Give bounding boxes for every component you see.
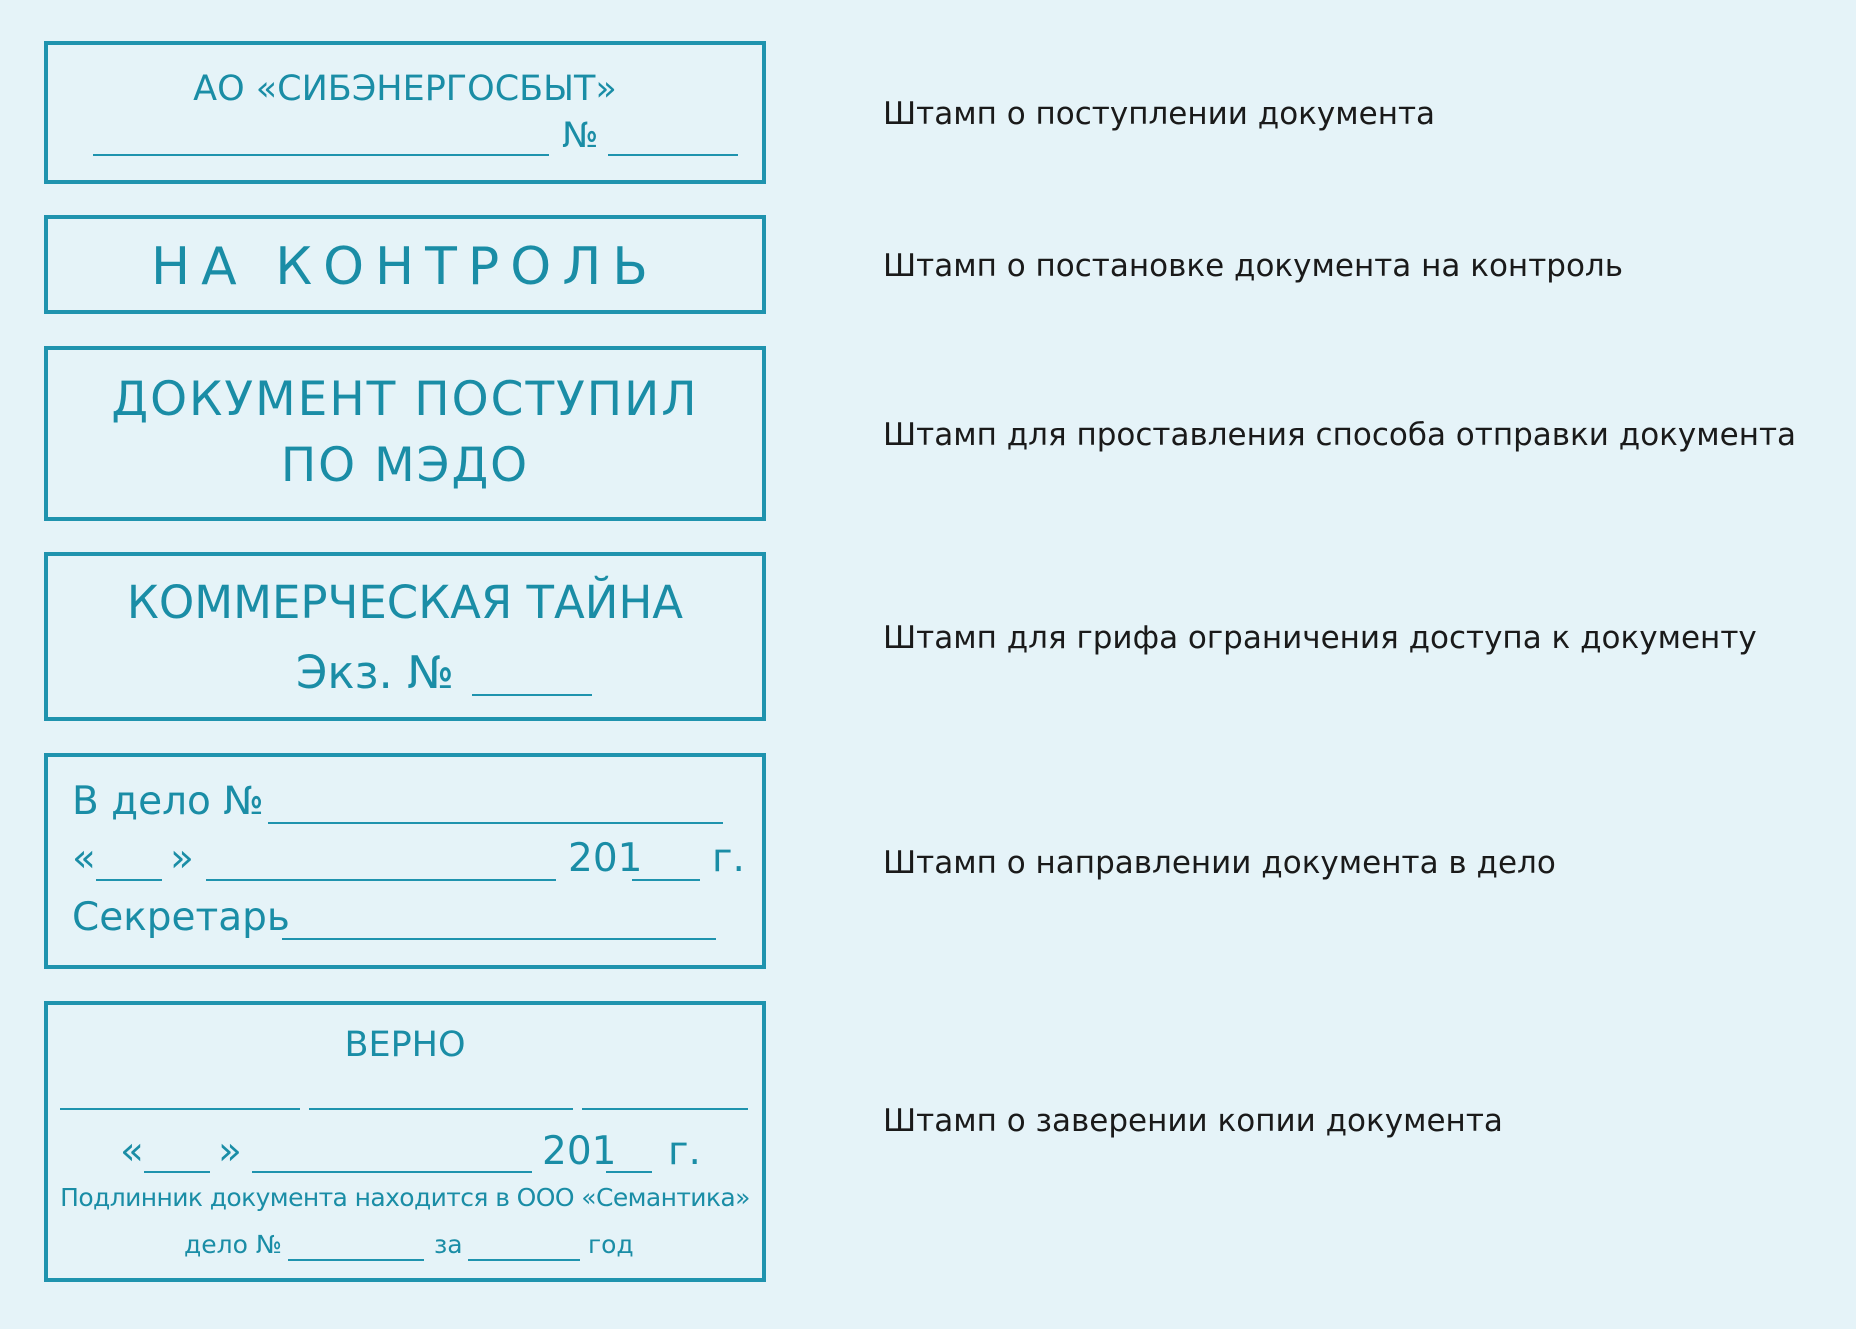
stamp-certified-year-suffix: г. — [668, 1129, 701, 1174]
stamp-control-text: НА КОНТРОЛЬ — [151, 237, 659, 297]
stamp-to-file-day-line — [96, 878, 162, 881]
stamp-trade-secret-title: КОММЕРЧЕСКАЯ ТАЙНА — [126, 576, 684, 629]
stamp-receipt-number-line — [608, 153, 738, 156]
stamp-receipt-date-line — [93, 153, 549, 156]
stamp-certified-title: ВЕРНО — [344, 1025, 466, 1065]
stamp-medo — [44, 346, 766, 521]
stamp-certified-month-line — [252, 1170, 532, 1173]
stamp-trade-secret — [44, 552, 766, 721]
stamp-certified-for-label: за — [434, 1230, 463, 1259]
stamp-medo-line1: ДОКУМЕНТ ПОСТУПИЛ — [111, 372, 699, 427]
stamp-certified-for-line — [468, 1258, 580, 1261]
stamp-certified-position-line — [60, 1107, 300, 1110]
stamp-to-file-month-line — [206, 878, 556, 881]
stamp-to-file-case-line — [268, 821, 723, 824]
stamp-certified-name-line — [582, 1107, 748, 1110]
stamp-receipt-org: АО «СИБЭНЕРГОСБЫТ» — [193, 69, 617, 109]
stamp-certified-case-label: дело № — [184, 1230, 282, 1259]
stamp-medo-line2: ПО МЭДО — [280, 438, 530, 493]
stamp-certified-year-label: год — [588, 1230, 634, 1259]
stamp-to-file-quote-close: » — [170, 836, 194, 881]
stamp-to-file — [44, 753, 766, 969]
stamp-certified-day-line — [144, 1170, 210, 1173]
stamp-receipt — [44, 41, 766, 184]
stamp-certified — [44, 1001, 766, 1282]
stamp-certified-quote-close: » — [218, 1129, 242, 1174]
caption-trade-secret: Штамп для грифа ограничения доступа к документу — [883, 620, 1757, 656]
stamp-to-file-secretary-line — [282, 937, 716, 940]
stamp-to-file-secretary-label: Секретарь — [72, 895, 290, 940]
stamp-to-file-year-suffix: г. — [712, 836, 745, 881]
stamp-to-file-quote-open: « — [72, 836, 96, 881]
stamp-trade-secret-copy-label: Экз. № — [296, 646, 454, 699]
caption-to-file: Штамп о направлении документа в дело — [883, 845, 1556, 881]
stamp-receipt-number-sign: № — [562, 116, 599, 156]
stamp-certified-year-line — [606, 1170, 652, 1173]
caption-control: Штамп о постановке документа на контроль — [883, 248, 1623, 284]
stamp-control — [44, 215, 766, 314]
stamp-certified-signature-line — [309, 1107, 573, 1110]
stamp-certified-original-note: Подлинник документа находится в ООО «Семантика» — [60, 1183, 750, 1212]
caption-receipt: Штамп о поступлении документа — [883, 96, 1436, 132]
caption-medo: Штамп для проставления способа отправки документа — [883, 417, 1797, 453]
stamp-to-file-case-label: В дело № — [72, 779, 264, 824]
stamp-certified-year: 201 — [542, 1129, 617, 1174]
stamp-certified-quote-open: « — [120, 1129, 144, 1174]
stamp-to-file-year: 201 — [568, 836, 643, 881]
stamp-to-file-year-line — [632, 878, 700, 881]
caption-certified: Штамп о заверении копии документа — [883, 1103, 1503, 1139]
stamp-trade-secret-copy-line — [472, 693, 592, 696]
stamp-certified-case-line — [288, 1258, 424, 1261]
